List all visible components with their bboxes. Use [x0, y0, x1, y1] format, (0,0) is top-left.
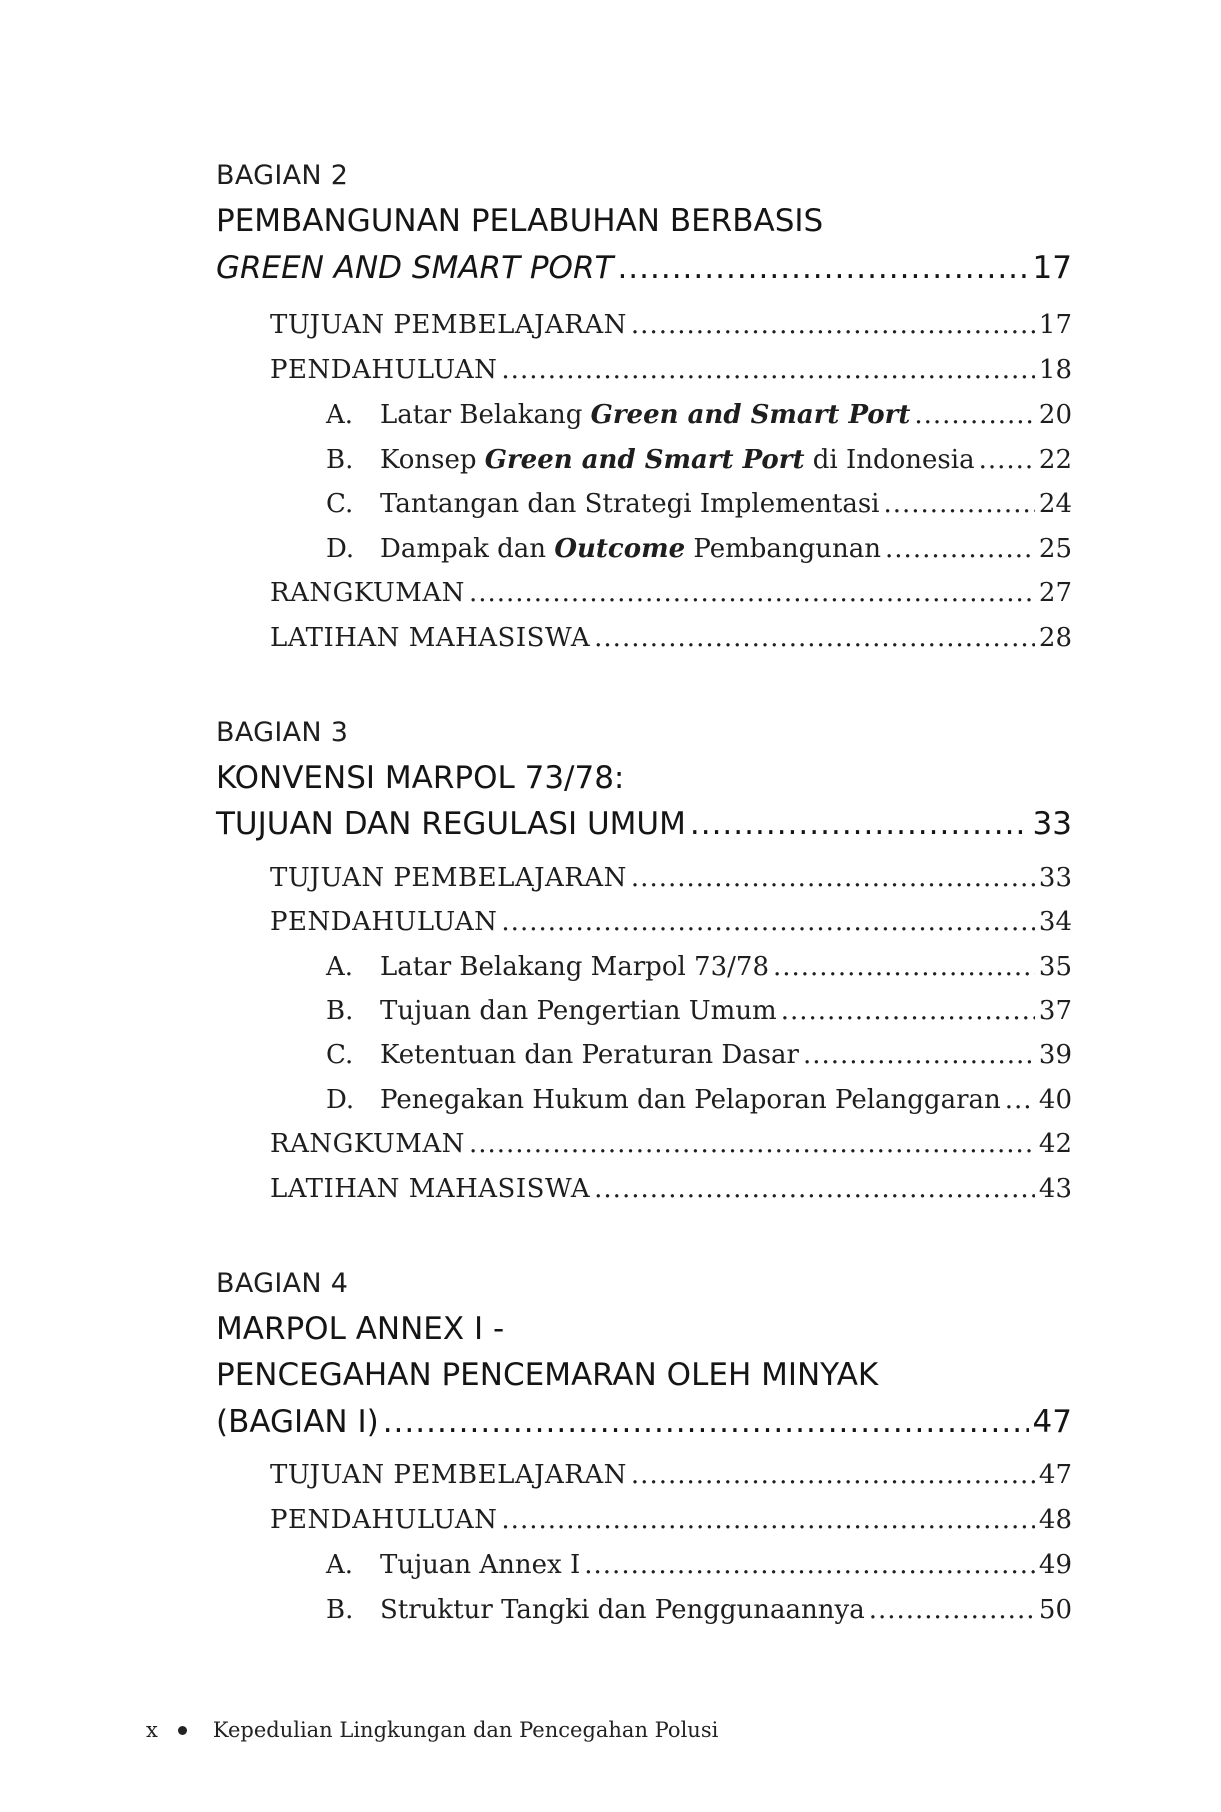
dot-leader — [469, 578, 1035, 608]
part-title-line: KONVENSI MARPOL 73/78: — [216, 760, 625, 796]
page-number: 24 — [1038, 489, 1072, 519]
dot-leader — [631, 1460, 1035, 1490]
dot-leader — [631, 310, 1035, 340]
dot-leader — [501, 355, 1034, 385]
entry-letter: A. — [326, 400, 354, 430]
entry-letter: A. — [326, 952, 354, 982]
page-number: 18 — [1038, 355, 1072, 385]
toc-subentry[interactable] — [326, 1595, 1072, 1625]
entry-letter: B. — [326, 445, 354, 475]
toc-entry[interactable] — [270, 907, 1072, 937]
entry-letter: D. — [326, 534, 355, 564]
dot-leader — [631, 863, 1035, 893]
page-number: 33 — [1038, 863, 1072, 893]
page-number: 34 — [1038, 907, 1072, 937]
part-title-line: (BAGIAN I) — [216, 1404, 379, 1440]
part-title-entry[interactable] — [216, 250, 1072, 286]
entry-text: RANGKUMAN — [270, 1129, 465, 1159]
dot-leader — [1005, 1085, 1035, 1115]
toc-entry[interactable] — [270, 355, 1072, 385]
toc-entry[interactable] — [270, 1174, 1072, 1204]
part-label: BAGIAN 3 — [216, 717, 349, 748]
page-number: 20 — [1038, 400, 1072, 430]
part-title-line: MARPOL ANNEX I - — [216, 1311, 505, 1347]
page-number: 39 — [1038, 1040, 1072, 1070]
dot-leader — [617, 250, 1028, 286]
page-number: 43 — [1038, 1174, 1072, 1204]
page-number: 22 — [1038, 445, 1072, 475]
dot-leader — [383, 1404, 1029, 1440]
part-title-line: PENCEGAHAN PENCEMARAN OLEH MINYAK — [216, 1357, 879, 1393]
entry-letter: C. — [326, 1040, 354, 1070]
entry-text: RANGKUMAN — [270, 578, 465, 608]
page-number: 47 — [1038, 1460, 1072, 1490]
part-label: BAGIAN 2 — [216, 160, 349, 191]
toc-subentry[interactable] — [326, 1040, 1072, 1070]
page-footer — [146, 1718, 718, 1742]
entry-text: Dampak dan Outcome Pembangunan — [380, 534, 882, 564]
entry-letter: D. — [326, 1085, 355, 1115]
dot-leader — [883, 489, 1034, 519]
part-title-line: PEMBANGUNAN PELABUHAN BERBASIS — [216, 203, 824, 239]
toc-entry[interactable] — [270, 310, 1072, 340]
part-title-entry[interactable] — [216, 1404, 1072, 1440]
dot-leader — [594, 623, 1035, 653]
dot-leader — [781, 996, 1035, 1026]
page-number: 37 — [1038, 996, 1072, 1026]
entry-letter: B. — [326, 1595, 354, 1625]
entry-letter: B. — [326, 996, 354, 1026]
page-number: 50 — [1038, 1595, 1072, 1625]
page-number: 49 — [1038, 1550, 1072, 1580]
entry-text: TUJUAN PEMBELAJARAN — [270, 1460, 627, 1490]
entry-text: TUJUAN PEMBELAJARAN — [270, 310, 627, 340]
entry-text: Latar Belakang Marpol 73/78 — [380, 952, 769, 982]
entry-text: LATIHAN MAHASISWA — [270, 1174, 591, 1204]
entry-text: Latar Belakang Green and Smart Port — [380, 400, 911, 430]
dot-leader — [594, 1174, 1035, 1204]
entry-text: TUJUAN PEMBELAJARAN — [270, 863, 627, 893]
entry-text: PENDAHULUAN — [270, 1505, 498, 1535]
toc-subentry[interactable] — [326, 534, 1072, 564]
toc-subentry[interactable] — [326, 996, 1072, 1026]
toc-subentry[interactable] — [326, 952, 1072, 982]
page-number: 48 — [1038, 1505, 1072, 1535]
toc-entry[interactable] — [270, 578, 1072, 608]
page-number: 25 — [1038, 534, 1072, 564]
page-number: 17 — [1032, 250, 1072, 286]
page-number: 17 — [1038, 310, 1072, 340]
dot-leader — [773, 952, 1035, 982]
dot-leader — [914, 400, 1035, 430]
entry-text: Ketentuan dan Peraturan Dasar — [380, 1040, 799, 1070]
entry-letter: A. — [326, 1550, 354, 1580]
dot-leader — [803, 1040, 1035, 1070]
dot-leader — [979, 445, 1035, 475]
toc-entry[interactable] — [270, 1129, 1072, 1159]
page-number: 35 — [1038, 952, 1072, 982]
part-title-line: GREEN AND SMART PORT — [216, 250, 614, 286]
entry-text: PENDAHULUAN — [270, 907, 498, 937]
page-number: 28 — [1038, 623, 1072, 653]
toc-subentry[interactable] — [326, 1085, 1072, 1115]
entry-letter: C. — [326, 489, 354, 519]
toc-entry[interactable] — [270, 863, 1072, 893]
page-number: 33 — [1032, 806, 1072, 842]
toc-subentry[interactable] — [326, 400, 1072, 430]
toc-entry[interactable] — [270, 623, 1072, 653]
part-title-line: TUJUAN DAN REGULASI UMUM — [216, 806, 686, 842]
toc-subentry[interactable] — [326, 445, 1072, 475]
dot-leader — [690, 806, 1029, 842]
toc-subentry[interactable] — [326, 489, 1072, 519]
footer-page-number: x — [146, 1718, 158, 1742]
entry-text: PENDAHULUAN — [270, 355, 498, 385]
page-number: 40 — [1038, 1085, 1072, 1115]
entry-text: Tujuan dan Pengertian Umum — [380, 996, 777, 1026]
page-number: 47 — [1032, 1404, 1072, 1440]
dot-leader — [885, 534, 1035, 564]
entry-text: Tujuan Annex I — [380, 1550, 581, 1580]
entry-text: LATIHAN MAHASISWA — [270, 623, 591, 653]
dot-leader — [501, 1505, 1034, 1535]
entry-text: Tantangan dan Strategi Implementasi — [380, 489, 880, 519]
page-number: 27 — [1038, 578, 1072, 608]
toc-subentry[interactable] — [326, 1550, 1072, 1580]
entry-text: Konsep Green and Smart Port di Indonesia — [380, 445, 975, 475]
footer-book-title: Kepedulian Lingkungan dan Pencegahan Polusi — [212, 1718, 719, 1742]
entry-text: Penegakan Hukum dan Pelaporan Pelanggaran — [380, 1085, 1001, 1115]
toc-entry[interactable] — [270, 1505, 1072, 1535]
entry-text: Struktur Tangki dan Penggunaannya — [380, 1595, 865, 1625]
bullet-icon — [178, 1726, 187, 1735]
dot-leader — [501, 907, 1034, 937]
dot-leader — [469, 1129, 1035, 1159]
toc-entry[interactable] — [270, 1460, 1072, 1490]
part-label: BAGIAN 4 — [216, 1268, 349, 1299]
dot-leader — [869, 1595, 1035, 1625]
part-title-entry[interactable] — [216, 806, 1072, 842]
page-number: 42 — [1038, 1129, 1072, 1159]
dot-leader — [584, 1550, 1035, 1580]
